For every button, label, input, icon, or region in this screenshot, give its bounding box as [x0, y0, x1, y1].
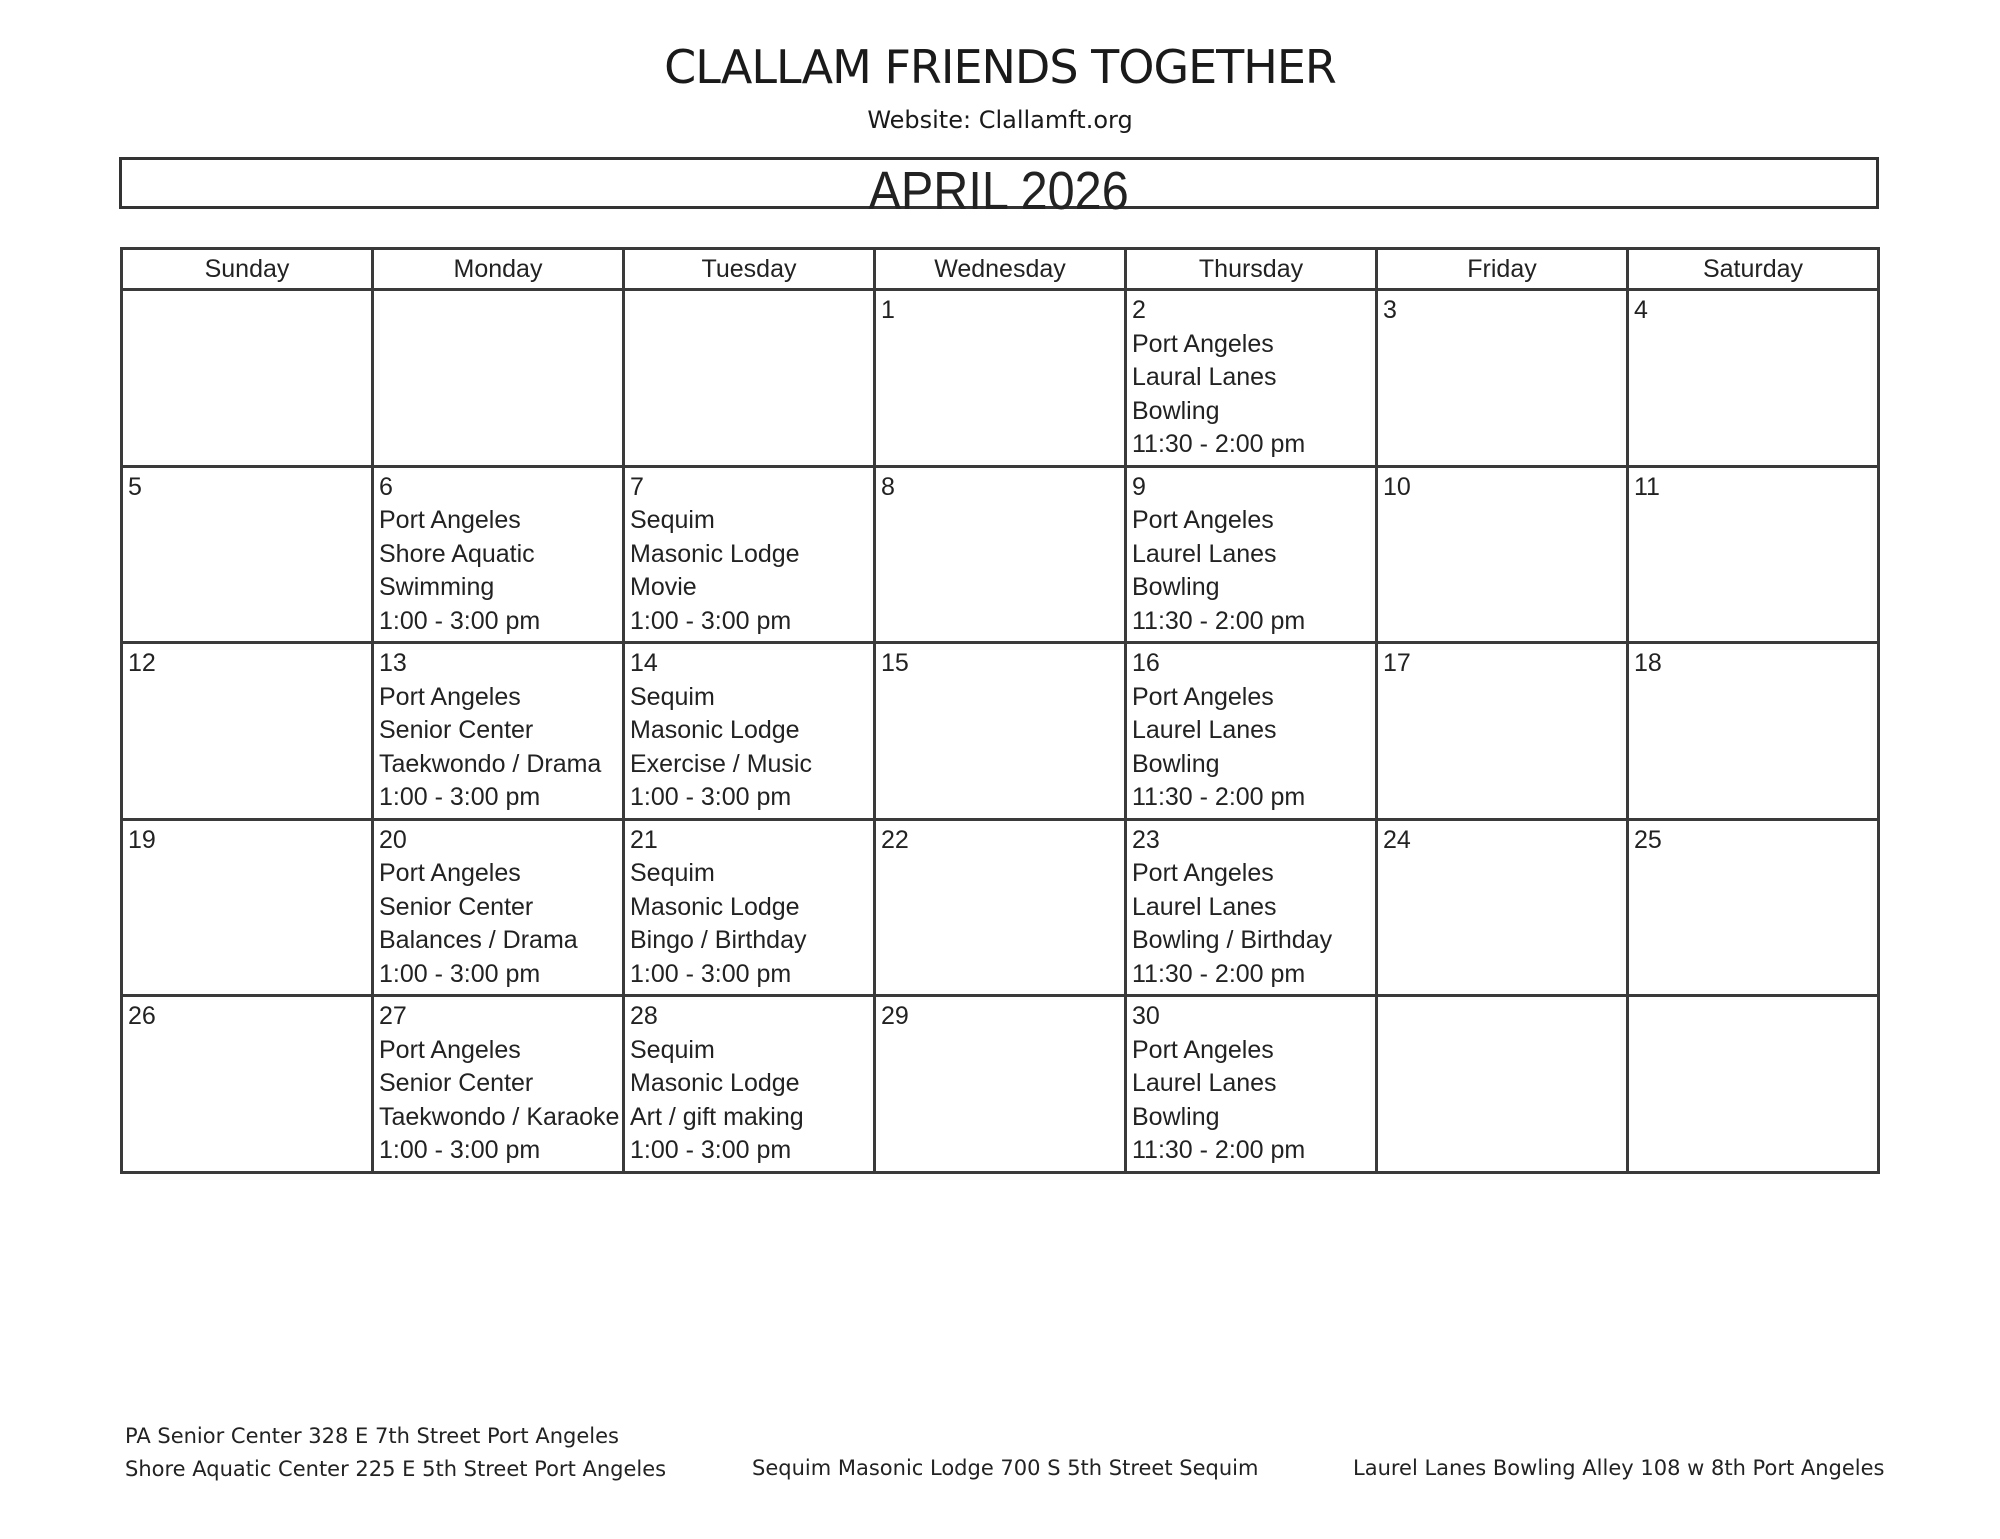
day-number: 6	[379, 472, 393, 501]
event-line: Senior Center	[379, 1069, 534, 1097]
calendar-day-cell	[1377, 643, 1628, 820]
day-number: 28	[630, 1002, 658, 1030]
calendar-day-cell	[1628, 643, 1879, 820]
event-line: Senior Center	[379, 892, 534, 921]
event-line: Laurel Lanes	[1132, 892, 1277, 921]
weekday-header-friday: Friday	[1377, 249, 1628, 290]
month-title-box	[119, 157, 1879, 221]
calendar-week-row	[122, 466, 1879, 643]
event-line: 1:00 - 3:00 pm	[379, 783, 541, 811]
calendar-day-cell	[373, 819, 624, 996]
event-line: Port Angeles	[379, 1035, 521, 1064]
day-number: 7	[630, 472, 644, 501]
day-number: 5	[128, 472, 142, 501]
event-line: Port Angeles	[1132, 506, 1274, 534]
calendar-day-cell	[122, 996, 373, 1173]
day-number: 17	[1383, 649, 1411, 677]
calendar-day-cell	[1377, 290, 1628, 467]
event-line: 1:00 - 3:00 pm	[379, 1136, 541, 1164]
calendar-day-cell	[624, 290, 875, 467]
calendar-day-cell	[875, 996, 1126, 1173]
calendar-day-cell	[1126, 466, 1377, 643]
event-line: Port Angeles	[1132, 682, 1274, 711]
event-line: Bingo / Birthday	[630, 926, 807, 954]
event-line: 1:00 - 3:00 pm	[630, 1136, 792, 1164]
calendar-week-row	[122, 819, 1879, 996]
calendar-day-cell	[624, 643, 875, 820]
event-line: Laurel Lanes	[1132, 1069, 1277, 1097]
event-line: 1:00 - 3:00 pm	[630, 959, 792, 988]
day-number: 1	[881, 296, 895, 324]
day-number: 8	[881, 472, 895, 501]
event-line: Movie	[630, 573, 697, 601]
event-line: Masonic Lodge	[630, 892, 800, 921]
day-number: 2	[1132, 296, 1146, 324]
day-number: 10	[1383, 472, 1411, 501]
calendar-day-cell	[373, 466, 624, 643]
footer-masonic-lodge: Sequim Masonic Lodge 700 S 5th Street Sequim	[752, 1456, 1259, 1480]
calendar-week-row	[122, 290, 1879, 467]
weekday-header-wednesday: Wednesday	[875, 249, 1126, 290]
weekday-header-row	[122, 249, 1879, 290]
footer-pa-senior-center: PA Senior Center 328 E 7th Street Port Angeles	[125, 1424, 619, 1448]
event-line: Shore Aquatic	[379, 539, 535, 568]
event-line: 11:30 - 2:00 pm	[1132, 783, 1306, 811]
day-number: 24	[1383, 825, 1411, 854]
event-line: 1:00 - 3:00 pm	[379, 606, 541, 635]
event-line: 1:00 - 3:00 pm	[379, 959, 541, 988]
event-line: Exercise / Music	[630, 749, 812, 778]
event-line: 11:30 - 2:00 pm	[1132, 1136, 1306, 1164]
weekday-header-sunday: Sunday	[122, 249, 373, 290]
event-line: 1:00 - 3:00 pm	[630, 783, 792, 811]
day-number: 16	[1132, 649, 1160, 677]
day-number: 9	[1132, 472, 1146, 501]
calendar-day-cell	[373, 996, 624, 1173]
organization-title: CLALLAM FRIENDS TOGETHER	[664, 40, 1336, 94]
event-line: Port Angeles	[379, 682, 521, 711]
calendar-day-cell	[1377, 819, 1628, 996]
event-line: Art / gift making	[630, 1102, 804, 1131]
calendar-day-cell	[1628, 996, 1879, 1173]
calendar-day-cell	[122, 819, 373, 996]
calendar-day-cell	[1628, 466, 1879, 643]
calendar-day-cell	[373, 643, 624, 820]
day-number: 20	[379, 825, 407, 854]
calendar-day-cell	[875, 819, 1126, 996]
event-line: Sequim	[630, 859, 715, 887]
day-number: 23	[1132, 825, 1160, 854]
event-line: Port Angeles	[379, 506, 521, 534]
calendar-day-cell	[1126, 290, 1377, 467]
footer-location-list-left	[125, 1420, 666, 1486]
calendar-grid	[120, 247, 1880, 1174]
event-line: 11:30 - 2:00 pm	[1132, 430, 1306, 458]
weekday-header-saturday: Saturday	[1628, 249, 1879, 290]
event-line: 11:30 - 2:00 pm	[1132, 606, 1306, 635]
calendar-day-cell	[1126, 643, 1377, 820]
weekday-header-monday: Monday	[373, 249, 624, 290]
event-line: Sequim	[630, 1035, 715, 1064]
event-line: Masonic Lodge	[630, 716, 800, 744]
calendar-week-row	[122, 643, 1879, 820]
day-number: 26	[128, 1002, 156, 1030]
calendar-day-cell	[1126, 996, 1377, 1173]
calendar-day-cell	[1126, 819, 1377, 996]
website-line: Website: Clallamft.org	[867, 106, 1133, 134]
event-line: Sequim	[630, 682, 715, 711]
day-number: 15	[881, 649, 909, 677]
footer-shore-aquatic-center: Shore Aquatic Center 225 E 5th Street Port Angeles	[125, 1457, 667, 1481]
calendar-day-cell	[624, 819, 875, 996]
calendar-day-cell	[1377, 466, 1628, 643]
day-number: 29	[881, 1002, 909, 1030]
calendar-day-cell	[875, 643, 1126, 820]
event-line: Bowling / Birthday	[1132, 926, 1333, 954]
weekday-header-tuesday: Tuesday	[624, 249, 875, 290]
event-line: 11:30 - 2:00 pm	[1132, 959, 1306, 988]
day-number: 22	[881, 825, 909, 854]
event-line: Swimming	[379, 573, 495, 601]
day-number: 25	[1634, 825, 1662, 854]
day-number: 19	[128, 825, 156, 854]
calendar-day-cell	[1628, 819, 1879, 996]
event-line: Taekwondo / Drama	[379, 749, 602, 778]
day-number: 12	[128, 649, 156, 677]
event-line: Sequim	[630, 506, 715, 534]
event-line: Bowling	[1132, 749, 1220, 778]
event-line: Senior Center	[379, 716, 534, 744]
day-number: 3	[1383, 296, 1397, 324]
event-line: Laurel Lanes	[1132, 716, 1277, 744]
day-number: 21	[630, 825, 658, 854]
event-line: Port Angeles	[379, 859, 521, 887]
calendar-day-cell	[624, 466, 875, 643]
weekday-header-thursday: Thursday	[1126, 249, 1377, 290]
calendar-day-cell	[122, 290, 373, 467]
month-title: APRIL 2026	[868, 161, 1130, 221]
footer-laurel-lanes: Laurel Lanes Bowling Alley 108 w 8th Port Angeles	[1353, 1456, 1885, 1480]
event-line: Port Angeles	[1132, 1035, 1274, 1064]
calendar-day-cell	[122, 466, 373, 643]
calendar-day-cell	[624, 996, 875, 1173]
day-number: 11	[1634, 472, 1660, 501]
event-line: Laural Lanes	[1132, 363, 1277, 391]
day-number: 30	[1132, 1002, 1160, 1030]
event-line: Bowling	[1132, 573, 1220, 601]
event-line: Taekwondo / Karaoke	[379, 1102, 620, 1131]
event-line: Bowling	[1132, 396, 1220, 425]
event-line: Masonic Lodge	[630, 539, 800, 568]
calendar-day-cell	[875, 290, 1126, 467]
calendar-day-cell	[1377, 996, 1628, 1173]
event-line: Port Angeles	[1132, 329, 1274, 358]
calendar-day-cell	[1628, 290, 1879, 467]
day-number: 18	[1634, 649, 1662, 677]
calendar-day-cell	[373, 290, 624, 467]
event-line: Balances / Drama	[379, 926, 578, 954]
event-line: Laurel Lanes	[1132, 539, 1277, 568]
day-number: 14	[630, 649, 658, 677]
calendar-day-cell	[122, 643, 373, 820]
calendar-day-cell	[875, 466, 1126, 643]
day-number: 27	[379, 1002, 407, 1030]
day-number: 4	[1634, 296, 1648, 324]
calendar-week-row	[122, 996, 1879, 1173]
event-line: Port Angeles	[1132, 859, 1274, 887]
event-line: 1:00 - 3:00 pm	[630, 606, 792, 635]
day-number: 13	[379, 649, 407, 677]
event-line: Bowling	[1132, 1102, 1220, 1131]
event-line: Masonic Lodge	[630, 1069, 800, 1097]
